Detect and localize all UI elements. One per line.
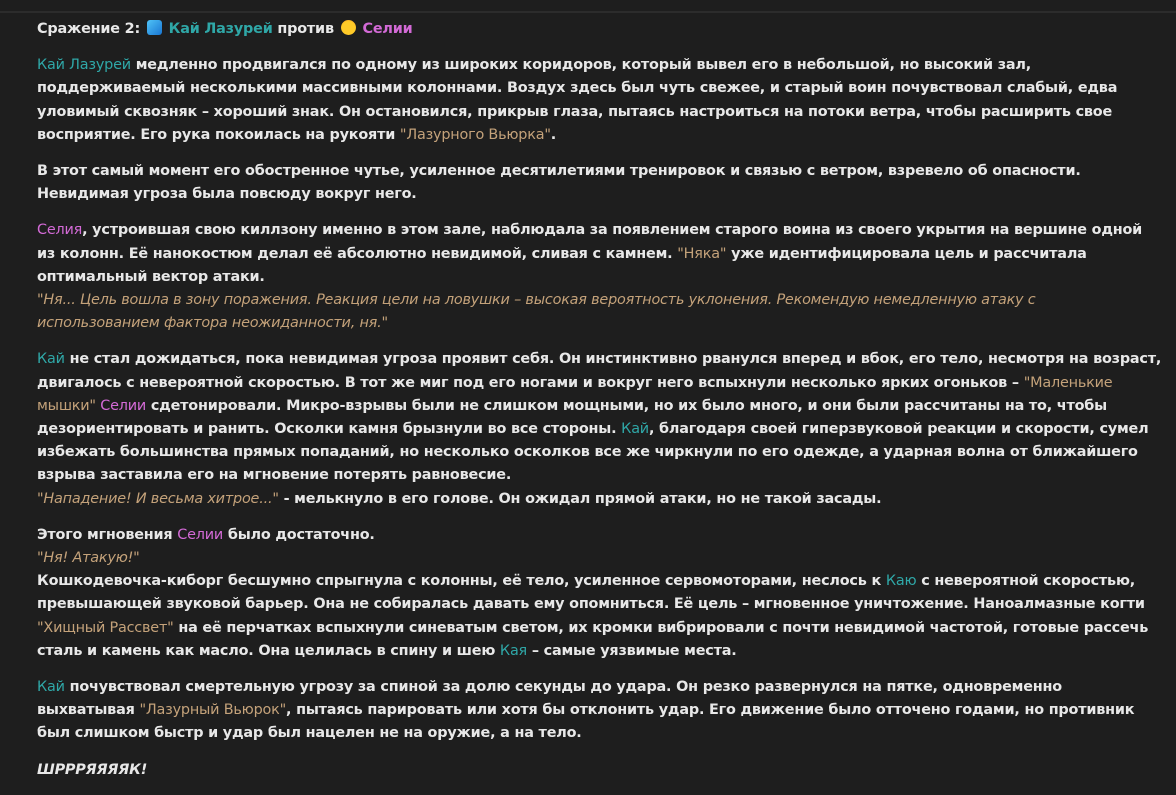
paragraph-1 [37,54,1162,147]
title-prefix: Сражение 2: [37,21,141,37]
battle-title [37,18,1162,41]
p6-text-2: , пытаясь парировать или хотя бы отклонить удар. Его движение было отточено годами, но противник был слишком быстр и удар был нацелен не на оружие, а на тело. [37,702,1135,742]
ai-name: "Няка" [677,245,727,262]
ai-speech: "Ня... Цель вошла в зону поражения. Реакция цели на ловушки – высокая вероятность уклонения. Рекомендую немедленную атаку с использованием фактора неожиданности, ня." [37,292,1036,332]
kai-name: Кая [499,642,528,659]
p2-text: В этот самый момент его обостренное чутье, усиленное десятилетиями тренировок и связью с ветром, взревело об опасности. Невидимая угроза была повсюду вокруг него. [37,163,1081,203]
title-kai-name: Кай Лазурей [168,21,273,37]
top-divider [0,11,1176,13]
selia-name: Селии [95,397,147,414]
p5-text-3: Кошкодевочка-киборг бесшумно спрыгнула с колонны, её тело, усиленное сервомоторами, неслось к [37,573,886,590]
story-content [37,18,1162,795]
sound-effect: ШРРРЯЯЯЯК! [37,761,148,778]
paragraph-7 [37,759,1162,782]
selia-speech: "Ня! Атакую!" [37,550,140,567]
paragraph-3 [37,219,1162,335]
kai-name: Кай [621,421,649,438]
p5-text-1: Этого мгновения [37,526,178,543]
paragraph-6 [37,676,1162,746]
p5-text-5: на её перчатках вспыхнули синеватым светом, их кромки вибрировали с почти невидимой частотой, готовые рассечь сталь и камень как масло. Она целилась в спину и шею [37,619,1149,659]
weapon-name: "Лазурного Вьюрка" [399,126,551,143]
title-versus: против [277,21,334,37]
p4-text-1: не стал дожидаться, пока невидимая угроза проявит себя. Он инстинктивно рванулся вперед и вбок, его тело, несмотря на возраст, двигалось с невероятной скоростью. В тот же миг под его ногами и вокруг него вспыхнули несколько ярких огоньков – [37,351,1162,391]
p1-text-1: медленно продвигался по одному из широких коридоров, который вывел его в небольшой, но высокий зал, поддерживаемый несколькими массивными колоннами. Воздух здесь был чуть свежее, и старый воин почувствовал слабый, едва уловимый сквозняк – хороший знак. Он остановился, прикрыв глаза, пытаясь настроиться на потоки ветра, чтобы расширить свое восприятие. Его рука покоилась на рукояти [37,57,1118,143]
selia-name: Селии [177,526,224,543]
p5-text-2: было достаточно. [223,526,375,543]
kai-name: Кай Лазурей [37,57,131,74]
mice-name: "Маленькие мышки" [37,374,1113,414]
p6-text-1: почувствовал смертельную угрозу за спиной за долю секунды до удара. Он резко развернулся на пятке, одновременно выхватывая [37,679,1062,719]
paragraph-2 [37,160,1162,206]
p3-text-1: , устроившая свою киллзону именно в этом зале, наблюдала за появлением старого воина из своего укрытия на вершине одной из колонн. Её нанокостюм делал её абсолютно невидимой, сливая с камнем. [37,222,1143,262]
title-selia-name: Селии [362,21,413,37]
p5-text-6: – самые уязвимые места. [527,642,737,659]
kai-name: Кай [37,679,65,696]
p4-text-2: сдетонировали. Микро-взрывы были не слишком мощными, но их было много, и они были рассчитаны на то, чтобы дезориентировать и ранить. Осколки камня брызнули во все стороны. [37,397,1107,438]
weapon-name: "Лазурный Вьюрок" [139,702,287,719]
kai-name: Кай [37,351,65,368]
p4-text-3: , благодаря своей гиперзвуковой реакции и скорости, сумел избежать большинства прямых попаданий, но несколько осколков все же чиркнули по его одежде, а ударная волна от ближайшего взрыва заставила его на мгновение потерять равновесие. [37,421,1149,484]
cat-face-icon [341,20,356,35]
p5-text-4: с невероятной скоростью, превышающей звуковой барьер. Она не собиралась давать ему опомниться. Её цель – мгновенное уничтожение. Наноалмазные когти [37,573,1145,613]
water-wave-icon [147,20,162,35]
p1-text-2: . [550,126,557,143]
kai-name: Каю [885,573,917,590]
selia-name: Селия [37,222,83,239]
claws-name: "Хищный Рассвет" [37,619,174,636]
paragraph-5 [37,524,1162,663]
paragraph-4 [37,348,1162,510]
p4-text-4: - мелькнуло в его голове. Он ожидал прямой атаки, но не такой засады. [278,490,882,507]
kai-thought: "Нападение! И весьма хитрое..." [37,490,279,507]
p3-text-2: уже идентифицировала цель и рассчитала оптимальный вектор атаки. [37,245,1087,285]
